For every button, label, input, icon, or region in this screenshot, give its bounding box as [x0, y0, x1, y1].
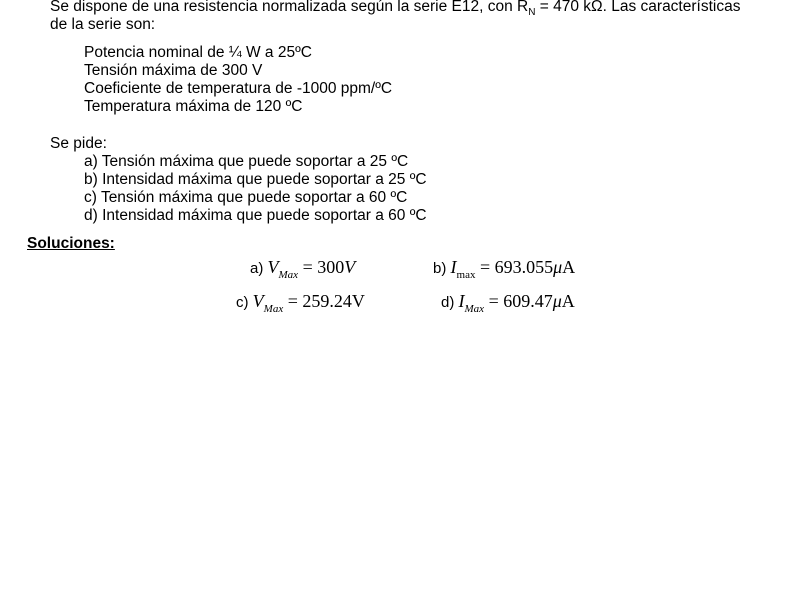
- solution-a-letter: a): [250, 260, 264, 277]
- request-item: d) Intensidad máxima que puede soportar a 60 ºC: [84, 207, 427, 224]
- solution-b-value: = 693.055: [475, 257, 554, 277]
- solution-d-letter: d): [441, 294, 455, 311]
- solution-b: [433, 256, 575, 281]
- solution-a-symbol: V: [267, 257, 279, 277]
- request-item: a) Tensión máxima que puede soportar a 25 ºC: [84, 153, 409, 170]
- spec-item: Temperatura máxima de 120 ºC: [84, 98, 303, 115]
- solution-d-mu: μ: [552, 291, 562, 311]
- solution-b-symbol: I: [450, 257, 457, 277]
- request-item: b) Intensidad máxima que puede soportar a 25 ºC: [84, 171, 427, 188]
- solution-c-formula: [252, 291, 365, 315]
- solutions-title: Soluciones:: [27, 235, 115, 252]
- solution-c-letter: c): [236, 294, 249, 311]
- solution-c-symbol: V: [252, 291, 264, 311]
- solution-d: [441, 290, 575, 315]
- solution-c-subscript: Max: [263, 303, 284, 315]
- spec-item: Tensión máxima de 300 V: [84, 62, 263, 79]
- spec-item: Coeficiente de temperatura de -1000 ppm/ºC: [84, 80, 393, 97]
- solution-d-symbol: I: [458, 291, 465, 311]
- solution-d-subscript: Max: [464, 303, 485, 315]
- solution-a: [250, 256, 355, 281]
- solution-b-unit: A: [562, 257, 576, 277]
- solution-b-formula: [450, 257, 576, 281]
- solution-d-unit: A: [561, 291, 575, 311]
- requests-lead: Se pide:: [50, 135, 107, 152]
- intro-text-start: Se dispone de una resistencia normalizada según la serie E12, con R: [50, 0, 529, 15]
- solution-c-value: = 259.24V: [283, 291, 365, 311]
- spec-item: Potencia nominal de ¼ W a 25ºC: [84, 44, 312, 61]
- intro-text-end: = 470 kΩ. Las características: [535, 0, 741, 15]
- problem-intro-line-2: de la serie son:: [50, 16, 156, 33]
- solution-d-value: = 609.47: [484, 291, 553, 311]
- solution-a-value: = 300: [298, 257, 345, 277]
- solution-b-subscript: max: [456, 269, 476, 281]
- request-item: c) Tensión máxima que puede soportar a 60 ºC: [84, 189, 408, 206]
- solution-c: [236, 290, 365, 315]
- solution-a-unit: V: [344, 257, 356, 277]
- intro-subscript: N: [528, 7, 536, 18]
- solution-b-letter: b): [433, 260, 447, 277]
- solution-a-subscript: Max: [278, 269, 299, 281]
- solution-a-formula: [267, 257, 356, 281]
- solution-b-mu: μ: [553, 257, 563, 277]
- solution-d-formula: [458, 291, 575, 315]
